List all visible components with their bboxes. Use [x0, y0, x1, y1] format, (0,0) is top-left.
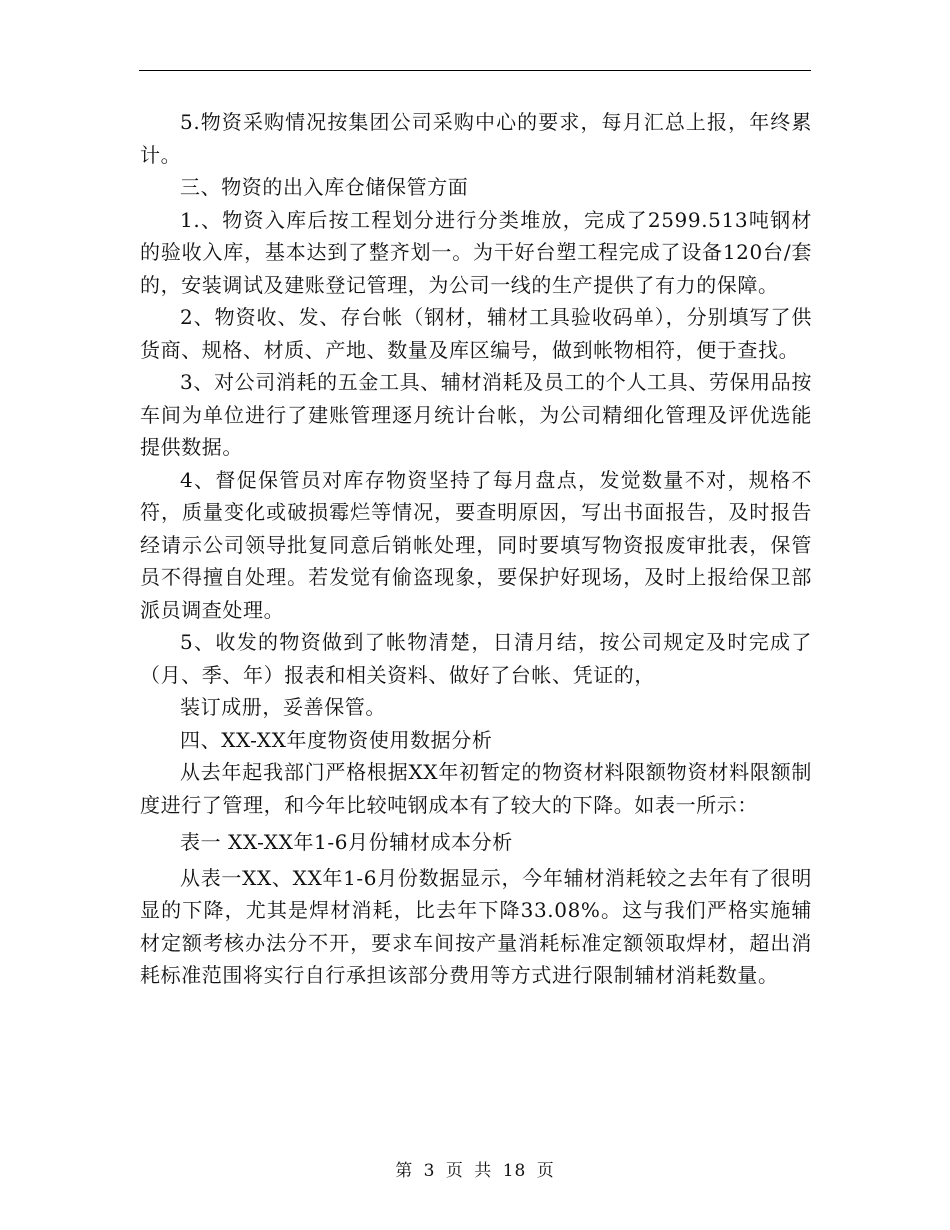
- section-heading-warehouse: 三、物资的出入库仓储保管方面: [180, 175, 469, 199]
- page-label: 页: [445, 1161, 464, 1181]
- paragraph-item-4: 4、督促保管员对库存物资坚持了每月盘点，发觉数量不对，规格不符，质量变化或破损霉烂等情况，要查明原因，写出书面报告，及时报告经请示公司领导批复同意后销帐处理，同时要填写物资报废审批表，保管员不得擅自处理。若发觉有偷盗现象，要保护好现场，及时上报给保卫部派员调查处理。: [140, 467, 812, 622]
- paragraph-item-2: 2、物资收、发、存台帐（钢材，辅材工具验收码单），分别填写了供货商、规格、材质、产地、数量及库区编号，做到帐物相符，便于查找。: [140, 305, 812, 362]
- paragraph-item-1: 1.、物资入库后按工程划分进行分类堆放，完成了2599.513吨钢材的验收入库，基本达到了整齐划一。为干好台塑工程完成了设备120台/套的，安装调试及建账登记管理，为公司一线的生产提供了有力的保障。: [140, 207, 812, 297]
- paragraph-analysis-intro: 从去年起我部门严格根据XX年初暂定的物资材料限额物资材料限额制度进行了管理，和今年比较吨钢成本有了较大的下降。如表一所示：: [140, 760, 812, 817]
- section-heading-analysis: 四、XX-XX年度物资使用数据分析: [180, 727, 493, 752]
- header-rule: [139, 70, 811, 71]
- paragraph-analysis-result: 从表一XX、XX年1-6月份数据显示，今年辅材消耗较之去年有了很明显的下降，尤其是焊材消耗，比去年下降33.08%。这与我们严格实施辅材定额考核办法分不开，要求车间按产量消耗标准定额领取焊材，超出消耗标准范围将实行自行承担该部分费用等方式进行限制辅材消耗数量。: [140, 865, 812, 987]
- total-pages: 18: [502, 1161, 527, 1181]
- paragraph-purchase-summary: 5.物资采购情况按集团公司采购中心的要求，每月汇总上报，年终累计。: [140, 110, 812, 167]
- total-prefix: 共: [474, 1161, 493, 1181]
- document-body: [140, 106, 812, 992]
- page-prefix: 第: [395, 1161, 414, 1181]
- page-number: 3: [423, 1161, 436, 1181]
- table-caption: 表一 XX-XX年1-6月份辅材成本分析: [180, 830, 513, 854]
- paragraph-item-5-continued: 装订成册，妥善保管。: [180, 695, 386, 719]
- paragraph-item-5: 5、收发的物资做到了帐物清楚，日清月结，按公司规定及时完成了（月、季、年）报表和相关资料、做好了台帐、凭证的，: [140, 630, 812, 687]
- paragraph-item-3: 3、对公司消耗的五金工具、辅材消耗及员工的个人工具、劳保用品按车间为单位进行了建账管理逐月统计台帐，为公司精细化管理及评优选能提供数据。: [140, 370, 812, 459]
- page-footer: [0, 1156, 950, 1181]
- total-label: 页: [536, 1161, 555, 1181]
